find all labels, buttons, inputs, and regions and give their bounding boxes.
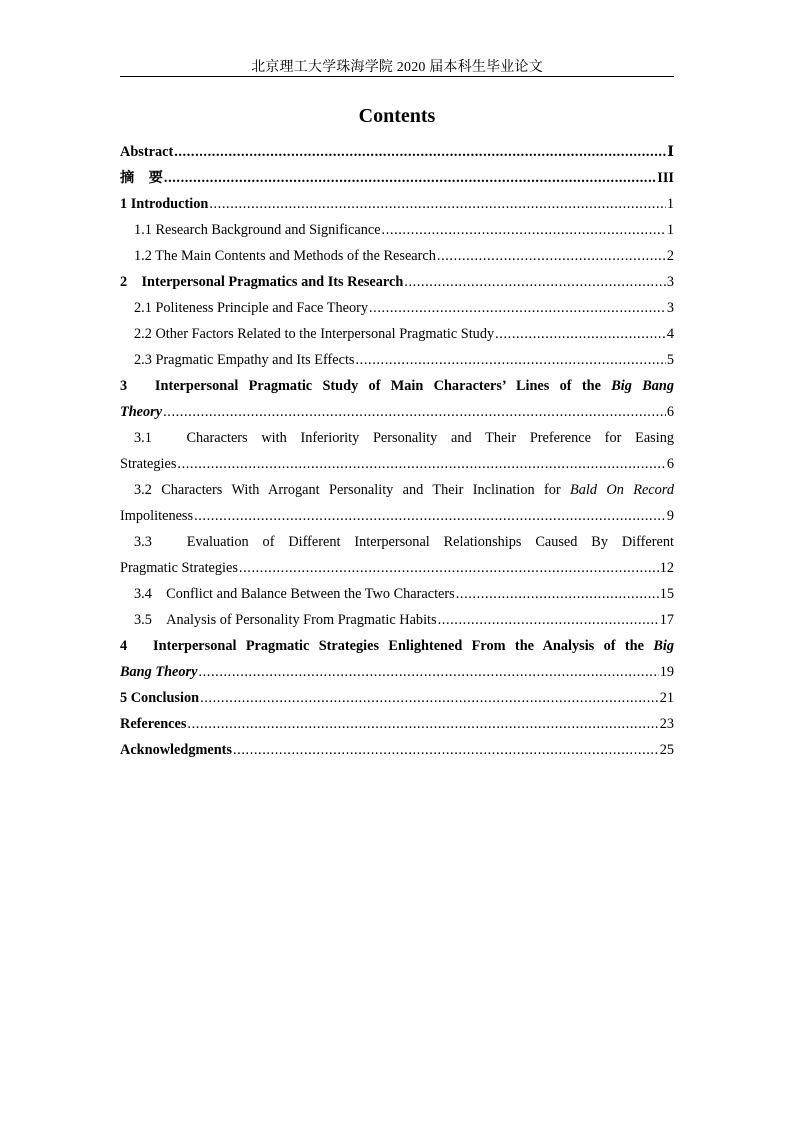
toc-label: 3.4 Conflict and Balance Between the Two Characters [134, 586, 455, 602]
toc-page-number: 1 [666, 196, 674, 212]
toc-label-line [120, 477, 674, 503]
toc-label: 3.2 Characters With Arrogant Personality and Their Inclination for [134, 482, 561, 498]
dot-leader [233, 737, 659, 763]
toc-entry-section-1-1[interactable] [120, 217, 674, 243]
dot-leader [209, 191, 666, 217]
toc-label-line [120, 373, 674, 399]
toc-entry-abstract[interactable] [120, 139, 674, 165]
toc-entry-section-3-2[interactable] [120, 477, 674, 529]
toc-label: 5 Conclusion [120, 690, 200, 706]
toc-label-italic: Bald On Record [570, 482, 674, 498]
dot-leader [194, 503, 666, 529]
toc-entry-section-3-5[interactable] [120, 607, 674, 633]
toc-page-number: 17 [659, 612, 674, 628]
toc-page-number: 23 [659, 716, 674, 732]
dot-leader [174, 139, 666, 165]
toc-page-number: 15 [659, 586, 674, 602]
toc-entry-section-3-4[interactable] [120, 581, 674, 607]
toc-page-number: 9 [666, 508, 674, 524]
header-rule [120, 76, 674, 77]
toc-entry-acknowledgments[interactable] [120, 737, 674, 763]
toc-entry-section-2-3[interactable] [120, 347, 674, 373]
toc-label: 4 Interpersonal Pragmatic Strategies Enlightened From the Analysis of the [120, 638, 644, 654]
toc-page-number: 3 [666, 300, 674, 316]
toc-page-number: 4 [666, 326, 674, 342]
toc-entry-section-2-2[interactable] [120, 321, 674, 347]
toc-entry-chapter-1[interactable] [120, 191, 674, 217]
dot-leader [495, 321, 666, 347]
dot-leader [164, 165, 656, 191]
dot-leader [177, 451, 665, 477]
toc-label: 1 Introduction [120, 196, 209, 212]
toc-page-number: 5 [666, 352, 674, 368]
page-title: Contents [358, 105, 436, 127]
toc-label: Abstract [120, 144, 174, 160]
toc-page-number: Ⅰ [667, 144, 674, 160]
toc-label: 2.3 Pragmatic Empathy and Its Effects [134, 352, 355, 368]
toc-label: Acknowledgments [120, 742, 232, 758]
toc-entry-references[interactable] [120, 711, 674, 737]
toc-label-italic: Theory [120, 404, 163, 420]
dot-leader [200, 685, 659, 711]
toc-label: Strategies [120, 456, 177, 472]
toc-page-number: 21 [659, 690, 674, 706]
running-header: 北京理工大学珠海学院 2020 届本科生毕业论文 [251, 60, 543, 75]
dot-leader [187, 711, 658, 737]
toc-entry-chapter-4[interactable] [120, 633, 674, 685]
toc-label: 3.5 Analysis of Personality From Pragmatic Habits [134, 612, 437, 628]
toc-label: 摘 要 [120, 170, 163, 186]
toc-entry-section-2-1[interactable] [120, 295, 674, 321]
toc-entry-zhaiyao[interactable] [120, 165, 674, 191]
toc-entry-chapter-3[interactable] [120, 373, 674, 425]
toc-label: 2.1 Politeness Principle and Face Theory [134, 300, 368, 316]
toc-label: 2 Interpersonal Pragmatics and Its Research [120, 274, 404, 290]
toc-label: 3 Interpersonal Pragmatic Study of Main Characters’ Lines of the [120, 378, 601, 394]
dot-leader [437, 243, 666, 269]
table-of-contents [120, 139, 674, 763]
toc-label-italic: Big Bang [611, 378, 675, 394]
toc-page-number: 19 [659, 664, 674, 680]
toc-entry-section-1-2[interactable] [120, 243, 674, 269]
toc-label-italic: Bang Theory [120, 664, 198, 680]
toc-page-number: 25 [659, 742, 674, 758]
toc-label: 1.1 Research Background and Significance [134, 222, 381, 238]
dot-leader [404, 269, 666, 295]
toc-label: Pragmatic Strategies [120, 560, 238, 576]
toc-label-italic: Big [653, 638, 675, 654]
dot-leader [198, 659, 658, 685]
toc-entry-chapter-5[interactable] [120, 685, 674, 711]
toc-page-number: 6 [666, 456, 674, 472]
toc-label: 3.1 Characters with Inferiority Personality and Their Preference for Easing [134, 430, 674, 446]
dot-leader [438, 607, 659, 633]
toc-label: Impoliteness [120, 508, 194, 524]
dot-leader [369, 295, 666, 321]
dot-leader [456, 581, 659, 607]
toc-page-number: III [657, 170, 674, 186]
dot-leader [163, 399, 666, 425]
dot-leader [356, 347, 666, 373]
toc-label: 2.2 Other Factors Related to the Interpersonal Pragmatic Study [134, 326, 495, 342]
toc-entry-section-3-3[interactable] [120, 529, 674, 581]
toc-label-line [120, 633, 674, 659]
toc-label: 1.2 The Main Contents and Methods of the Research [134, 248, 436, 264]
dot-leader [382, 217, 666, 243]
toc-page-number: 2 [666, 248, 674, 264]
dot-leader [239, 555, 659, 581]
toc-page-number: 3 [666, 274, 674, 290]
toc-entry-chapter-2[interactable] [120, 269, 674, 295]
toc-label: 3.3 Evaluation of Different Interpersonal Relationships Caused By Different [134, 534, 674, 550]
toc-page-number: 6 [666, 404, 674, 420]
toc-label: References [120, 716, 187, 732]
toc-page-number: 1 [666, 222, 674, 238]
toc-page-number: 12 [659, 560, 674, 576]
toc-entry-section-3-1[interactable] [120, 425, 674, 477]
